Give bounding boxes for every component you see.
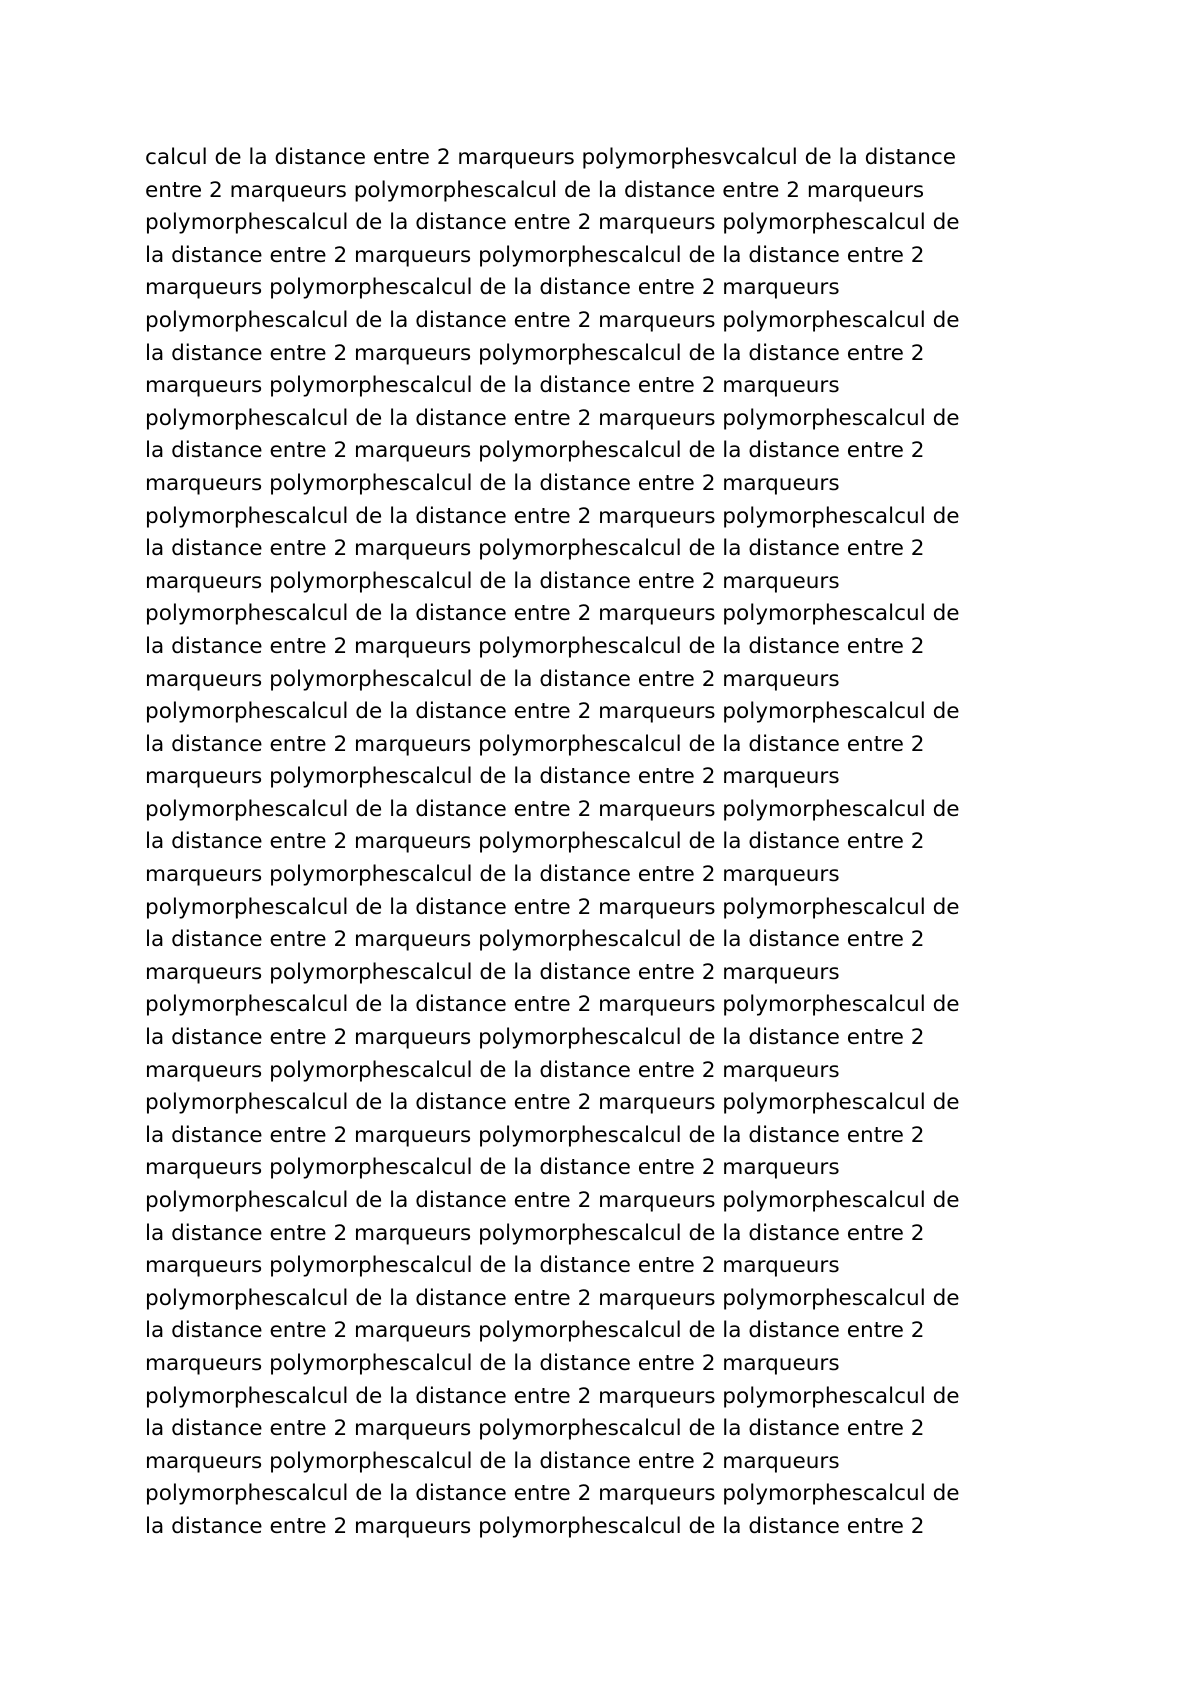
text-line: marqueurs polymorphescalcul de la distance entre 2 marqueurs	[145, 275, 840, 301]
text-line: la distance entre 2 marqueurs polymorphescalcul de la distance entre 2	[145, 340, 925, 366]
text-line: polymorphescalcul de la distance entre 2 marqueurs polymorphescalcul de	[145, 210, 960, 236]
text-line: la distance entre 2 marqueurs polymorphescalcul de la distance entre 2	[145, 1025, 925, 1051]
text-line: la distance entre 2 marqueurs polymorphescalcul de la distance entre 2	[145, 438, 925, 464]
text-line: polymorphescalcul de la distance entre 2 marqueurs polymorphescalcul de	[145, 307, 960, 333]
text-line: polymorphescalcul de la distance entre 2 marqueurs polymorphescalcul de	[145, 1383, 960, 1409]
text-line: polymorphescalcul de la distance entre 2 marqueurs polymorphescalcul de	[145, 894, 960, 920]
text-line: la distance entre 2 marqueurs polymorphescalcul de la distance entre 2	[145, 1220, 925, 1246]
text-line: la distance entre 2 marqueurs polymorphescalcul de la distance entre 2	[145, 1122, 925, 1148]
text-line: marqueurs polymorphescalcul de la distance entre 2 marqueurs	[145, 470, 840, 496]
text-line: polymorphescalcul de la distance entre 2 marqueurs polymorphescalcul de	[145, 1285, 960, 1311]
text-line: polymorphescalcul de la distance entre 2 marqueurs polymorphescalcul de	[145, 405, 960, 431]
text-line: polymorphescalcul de la distance entre 2 marqueurs polymorphescalcul de	[145, 992, 960, 1018]
text-line: la distance entre 2 marqueurs polymorphescalcul de la distance entre 2	[145, 1318, 925, 1344]
text-line: marqueurs polymorphescalcul de la distance entre 2 marqueurs	[145, 862, 840, 888]
text-line: la distance entre 2 marqueurs polymorphescalcul de la distance entre 2	[145, 1513, 925, 1539]
text-line: marqueurs polymorphescalcul de la distance entre 2 marqueurs	[145, 764, 840, 790]
text-line: la distance entre 2 marqueurs polymorphescalcul de la distance entre 2	[145, 927, 925, 953]
text-line: la distance entre 2 marqueurs polymorphescalcul de la distance entre 2	[145, 829, 925, 855]
text-line: la distance entre 2 marqueurs polymorphescalcul de la distance entre 2	[145, 242, 925, 268]
text-line: marqueurs polymorphescalcul de la distance entre 2 marqueurs	[145, 1253, 840, 1279]
text-line: polymorphescalcul de la distance entre 2 marqueurs polymorphescalcul de	[145, 699, 960, 725]
text-line: marqueurs polymorphescalcul de la distance entre 2 marqueurs	[145, 959, 840, 985]
text-line: marqueurs polymorphescalcul de la distance entre 2 marqueurs	[145, 1448, 840, 1474]
text-line: polymorphescalcul de la distance entre 2 marqueurs polymorphescalcul de	[145, 1188, 960, 1213]
body-text	[145, 142, 1075, 1544]
text-line: marqueurs polymorphescalcul de la distance entre 2 marqueurs	[145, 1350, 840, 1376]
text-line: polymorphescalcul de la distance entre 2 marqueurs polymorphescalcul de	[145, 796, 960, 822]
text-line: marqueurs polymorphescalcul de la distance entre 2 marqueurs	[145, 373, 840, 399]
text-line: entre 2 marqueurs polymorphescalcul de la distance entre 2 marqueurs	[145, 177, 925, 203]
text-line: la distance entre 2 marqueurs polymorphescalcul de la distance entre 2	[145, 1416, 925, 1442]
text-line: polymorphescalcul de la distance entre 2 marqueurs polymorphescalcul de	[145, 1481, 960, 1507]
text-line: polymorphescalcul de la distance entre 2 marqueurs polymorphescalcul de	[145, 503, 960, 529]
text-line: polymorphescalcul de la distance entre 2 marqueurs polymorphescalcul de	[145, 601, 960, 627]
text-line: marqueurs polymorphescalcul de la distance entre 2 marqueurs	[145, 1057, 840, 1083]
text-line: la distance entre 2 marqueurs polymorphescalcul de la distance entre 2	[145, 536, 925, 562]
text-line: marqueurs polymorphescalcul de la distance entre 2 marqueurs	[145, 568, 840, 594]
text-line: calcul de la distance entre 2 marqueurs polymorphesvcalcul de la distance	[145, 145, 957, 170]
text-line: la distance entre 2 marqueurs polymorphescalcul de la distance entre 2	[145, 731, 925, 757]
text-line: polymorphescalcul de la distance entre 2 marqueurs polymorphescalcul de	[145, 1090, 960, 1116]
text-line: la distance entre 2 marqueurs polymorphescalcul de la distance entre 2	[145, 633, 925, 659]
text-line: marqueurs polymorphescalcul de la distance entre 2 marqueurs	[145, 1155, 840, 1181]
text-line: marqueurs polymorphescalcul de la distance entre 2 marqueurs	[145, 666, 840, 692]
